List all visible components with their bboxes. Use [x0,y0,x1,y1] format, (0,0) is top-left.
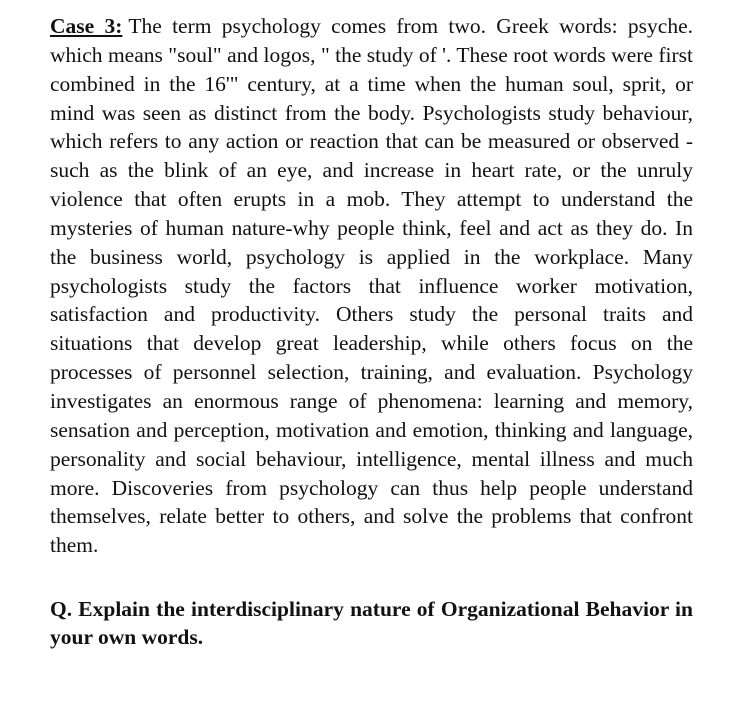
question-text: Q. Explain the interdisciplinary nature of Organizational Behavior in your own words. [50,597,693,650]
case-paragraph [50,12,693,560]
document-page [50,12,693,651]
case-body-text: The term psychology comes from two. Greek words: psyche. which means "soul" and logos, " the study of '. These root words were first combined in the 16'" century, at a time when the human soul, sprit, or mind was seen as distinct from the body. Psychologists study behaviour, which refers to any action or reaction that can be measured or observed -such as the blink of an eye, and increase in heart rate, or the unruly violence that often erupts in a mob. They attempt to understand the mysteries of human nature-why people think, feel and act as they do. In the business world, psychology is applied in the workplace. Many psychologists study the factors that influence worker motivation, satisfaction and productivity. Others study the personal traits and situations that develop great leadership, while others focus on the processes of personnel selection, training, and evaluation. Psychology investigates an enormous range of phenomena: learning and memory, sensation and perception, motivation and emotion, thinking and language, personality and social behaviour, intelligence, mental illness and much more. Discoveries from psychology can thus help people understand themselves, relate better to others, and solve the problems that confront them. [50,14,693,558]
case-label: Case 3: [50,14,123,38]
